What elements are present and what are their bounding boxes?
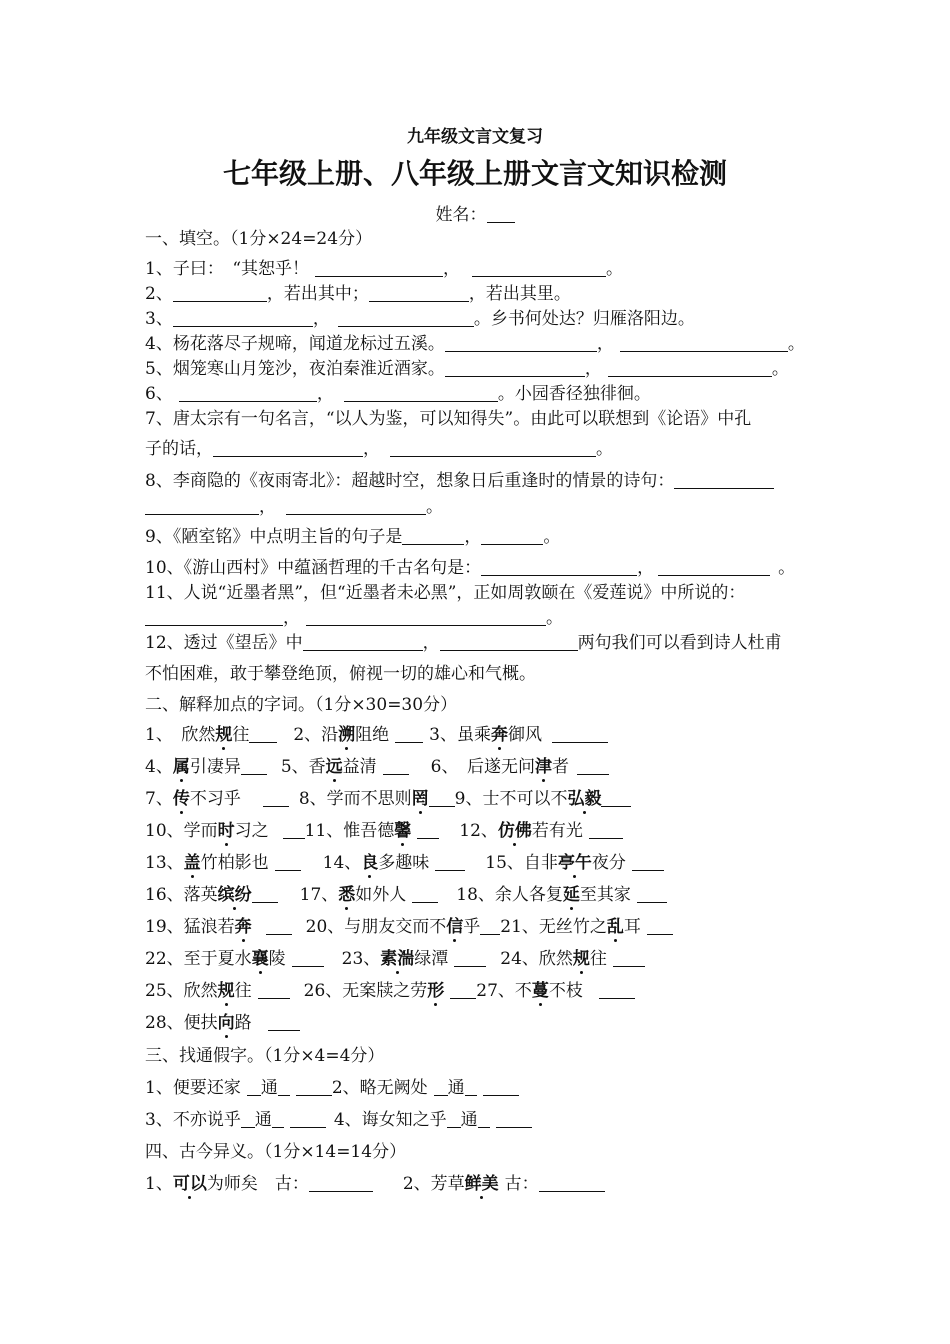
q10-end: 。 <box>778 558 796 578</box>
q12-blank-2[interactable] <box>440 633 578 651</box>
q4-sep: ， <box>596 334 614 354</box>
section-2-row-2 <box>145 756 810 778</box>
q6-text: 6、 <box>145 384 173 404</box>
q9-end: 。 <box>543 527 561 547</box>
item-10-post: 习之 <box>234 821 269 841</box>
item-24-blank[interactable] <box>613 949 645 967</box>
q5-end: 。 <box>771 359 789 379</box>
q7-text: 子的话， <box>145 439 213 459</box>
section-2-row-1 <box>145 724 810 746</box>
question-2 <box>145 283 810 305</box>
question-8-cont <box>145 496 810 518</box>
item-13-pre: 13、 <box>145 853 184 873</box>
q9-blank-1[interactable] <box>402 527 464 545</box>
section-2-heading: 二、解释加点的字词。（1分×30=30分） <box>145 695 458 715</box>
item-14-key: 良 <box>361 853 379 873</box>
q11-blank-1[interactable] <box>145 608 283 626</box>
item-12-post: 若有光 <box>531 821 583 841</box>
item-21-pre: 21、无丝竹之 <box>500 917 607 937</box>
section-3-row-2 <box>145 1109 810 1131</box>
q6-end: 。小园香径独徘徊。 <box>497 384 651 404</box>
item-16-key: 缤纷 <box>217 885 252 905</box>
item-14-blank[interactable] <box>435 853 465 871</box>
item-10-blank[interactable] <box>283 821 305 839</box>
page-title: 七年级上册、八年级上册文言文知识检测 <box>222 157 727 190</box>
q12-blank-1[interactable] <box>303 633 423 651</box>
item-26-blank[interactable] <box>450 981 476 999</box>
item-13-key: 盖 <box>183 853 201 873</box>
item-23-key: 素湍 <box>380 949 415 969</box>
item-21-key: 乱 <box>606 917 624 937</box>
q4-text: 4、杨花落尽子规啼，闻道龙标过五溪。 <box>145 334 445 354</box>
q2-mid: ，若出其中； <box>266 284 369 304</box>
item-12-pre: 12、 <box>459 821 498 841</box>
section-4-row-1 <box>145 1173 810 1195</box>
item-6-key: 津 <box>534 757 552 777</box>
item-23-blank[interactable] <box>454 949 486 967</box>
section-1-heading: 一、填空。（1分×24=24分） <box>145 229 373 249</box>
q4-blank-2[interactable] <box>620 334 788 352</box>
item-3-blank[interactable] <box>552 725 608 743</box>
q5-blank-2[interactable] <box>608 359 772 377</box>
q11-blank-2[interactable] <box>306 608 546 626</box>
q10-blank-1[interactable] <box>481 558 637 576</box>
item-22-blank[interactable] <box>292 949 324 967</box>
name-blank[interactable] <box>487 205 515 223</box>
item-8-key: 罔 <box>411 789 429 809</box>
item-11-blank[interactable] <box>417 821 439 839</box>
s3-q1-blank-c[interactable] <box>296 1078 332 1096</box>
s3-q4-blank-c[interactable] <box>496 1110 532 1128</box>
q12-end: 两句我们可以看到诗人杜甫 <box>577 633 782 653</box>
q5-text: 5、烟笼寒山月笼沙，夜泊秦淮近酒家。 <box>145 359 445 379</box>
s3-q2-blank-a[interactable] <box>434 1078 448 1096</box>
item-25-key: 规 <box>217 981 235 1001</box>
q5-blank-1[interactable] <box>445 359 585 377</box>
q1-text: 1、子曰： “其恕乎！ <box>145 259 310 279</box>
item-6-pre: 6、 后遂无问 <box>430 757 535 777</box>
item-16-blank[interactable] <box>252 885 278 903</box>
q2-text: 2、 <box>145 284 173 304</box>
item-4-pre: 4、 <box>145 757 173 777</box>
super-title: 九年级文言文复习 <box>407 127 543 147</box>
q10-sep: ， <box>637 558 655 578</box>
item-12-key: 仿佛 <box>497 821 532 841</box>
item-11-key: 馨 <box>394 821 412 841</box>
section-2-row-3 <box>145 788 810 810</box>
item-28-post: 路 <box>234 1013 252 1033</box>
q9-text: 9、《陋室铭》中点明主旨的句子是 <box>145 527 403 547</box>
item-5-key: 远 <box>325 757 343 777</box>
item-2-pre: 2、沿 <box>293 725 339 745</box>
s3-q1-blank-b[interactable] <box>278 1078 290 1096</box>
q7-blank-2[interactable] <box>390 439 596 457</box>
item-25-post: 往 <box>234 981 252 1001</box>
item-19-key: 奔 <box>234 917 252 937</box>
section-2-row-6 <box>145 884 810 906</box>
s4-q1-text: 为师矣 古： <box>206 1174 309 1194</box>
s4-q1-num: 1、 <box>145 1174 173 1194</box>
question-1 <box>145 258 810 280</box>
item-24-post: 往 <box>589 949 607 969</box>
item-19-pre: 19、猛浪若 <box>145 917 235 937</box>
item-9-pre: 9、士不可以不 <box>454 789 568 809</box>
item-3-post: 御风 <box>507 725 542 745</box>
s3-q3-blank-c[interactable] <box>290 1110 326 1128</box>
s4-q2-blank[interactable] <box>539 1174 605 1192</box>
item-15-post: 夜分 <box>591 853 626 873</box>
s4-q1-key: 可以 <box>172 1174 207 1194</box>
item-20-post: 乎 <box>463 917 481 937</box>
section-2-row-8 <box>145 948 810 970</box>
question-10 <box>145 557 810 579</box>
item-2-post: 阻绝 <box>355 725 390 745</box>
item-18-blank[interactable] <box>637 885 667 903</box>
item-4-key: 属 <box>172 757 190 777</box>
item-4-post: 引凄异 <box>189 757 241 777</box>
item-15-pre: 15、自非 <box>485 853 558 873</box>
item-6-blank[interactable] <box>577 757 609 775</box>
q6-blank-2[interactable] <box>344 384 498 402</box>
q4-blank-1[interactable] <box>445 334 597 352</box>
item-2-key: 溯 <box>338 725 356 745</box>
question-7: 7、唐太宗有一句名言，“以人为鉴，可以知得失”。由此可以联想到《论语》中孔 <box>145 409 752 429</box>
item-10-pre: 10、学而 <box>145 821 218 841</box>
question-11: 11、人说“近墨者黑”，但“近墨者未必黑”，正如周敦颐在《爱莲说》中所说的： <box>145 583 746 603</box>
q8-blank-1a[interactable] <box>674 471 774 489</box>
item-24-key: 规 <box>572 949 590 969</box>
s3-q2-blank-b[interactable] <box>465 1078 477 1096</box>
item-3-pre: 3、虽乘 <box>429 725 491 745</box>
question-11-cont <box>145 607 810 629</box>
item-8-pre: 8、学而不思则 <box>298 789 412 809</box>
q10-text: 10、《游山西村》中蕴涵哲理的千古名句是： <box>145 558 482 578</box>
q2-blank-1[interactable] <box>173 284 267 302</box>
s3-q4-text: 4、诲女知之乎 <box>333 1110 447 1130</box>
item-5-post: 益清 <box>342 757 377 777</box>
question-12-cont: 不怕困难，敢于攀登绝顶，俯视一切的雄心和气概。 <box>145 664 536 684</box>
question-7-cont <box>145 438 810 460</box>
name-field <box>0 204 950 226</box>
item-1-key: 规 <box>215 725 233 745</box>
item-24-pre: 24、欣然 <box>500 949 573 969</box>
question-5 <box>145 358 810 380</box>
item-15-key: 亭午 <box>557 853 592 873</box>
item-27-pre: 27、不 <box>476 981 532 1001</box>
item-7-blank[interactable] <box>263 789 289 807</box>
q3-blank-2[interactable] <box>338 309 474 327</box>
q6-sep: ， <box>316 384 334 404</box>
q12-text: 12、透过《望岳》中 <box>145 633 303 653</box>
s3-q2-blank-c[interactable] <box>483 1078 519 1096</box>
question-8 <box>145 470 810 492</box>
item-20-pre: 20、与朋友交而不 <box>305 917 447 937</box>
item-14-post: 多趣味 <box>378 853 430 873</box>
name-label: 姓名： <box>435 205 487 225</box>
item-2-blank[interactable] <box>395 725 423 743</box>
q7-sep: ， <box>363 439 380 459</box>
item-22-key: 襄 <box>251 949 269 969</box>
section-2-row-10 <box>145 1012 810 1034</box>
item-19-blank[interactable] <box>266 917 292 935</box>
item-1-post: 往 <box>232 725 250 745</box>
s3-q4-blank-b[interactable] <box>478 1110 490 1128</box>
item-18-pre: 18、余人各复 <box>456 885 563 905</box>
q4-end: 。 <box>787 334 805 354</box>
item-25-pre: 25、欣然 <box>145 981 218 1001</box>
s4-q1-blank[interactable] <box>309 1174 373 1192</box>
item-9-blank[interactable] <box>601 789 631 807</box>
item-27-post: 不枝 <box>548 981 583 1001</box>
section-2-row-5 <box>145 852 810 874</box>
s3-q3-text: 3、不亦说乎 <box>145 1110 241 1130</box>
q11-end: 。 <box>546 608 563 628</box>
item-12-blank[interactable] <box>589 821 623 839</box>
q2-blank-2[interactable] <box>369 284 469 302</box>
item-6-post: 者 <box>551 757 569 777</box>
s3-q2-tong: 通 <box>447 1078 465 1098</box>
section-2-row-4 <box>145 820 810 842</box>
item-1-pre: 1、 欣然 <box>145 725 216 745</box>
item-5-blank[interactable] <box>383 757 409 775</box>
item-22-pre: 22、至于夏水 <box>145 949 252 969</box>
q12-sep: ， <box>422 633 440 653</box>
item-17-blank[interactable] <box>412 885 438 903</box>
item-17-key: 悉 <box>338 885 356 905</box>
item-25-blank[interactable] <box>258 981 290 999</box>
s3-q3-blank-b[interactable] <box>272 1110 284 1128</box>
item-21-blank[interactable] <box>647 917 673 935</box>
s3-q4-tong: 通 <box>460 1110 478 1130</box>
item-28-blank[interactable] <box>268 1013 300 1031</box>
q8-blank-1b[interactable] <box>145 497 259 515</box>
question-4 <box>145 333 810 355</box>
q3-end: 。乡书何处达？归雁洛阳边。 <box>473 309 695 329</box>
item-7-key: 传 <box>172 789 190 809</box>
s4-q2-text: 2、芳草 <box>402 1174 465 1194</box>
item-9-key: 弘毅 <box>567 789 602 809</box>
item-11-pre: 11、惟吾德 <box>304 821 395 841</box>
q1-blank-2[interactable] <box>472 259 606 277</box>
item-26-pre: 26、无案牍之劳 <box>303 981 428 1001</box>
item-22-post: 陵 <box>268 949 286 969</box>
question-6 <box>145 383 810 405</box>
item-28-pre: 28、便扶 <box>145 1013 218 1033</box>
item-16-pre: 16、落英 <box>145 885 218 905</box>
s3-q2-text: 2、略无阙处 <box>331 1078 428 1098</box>
s3-q4-blank-a[interactable] <box>447 1110 461 1128</box>
item-27-key: 蔓 <box>531 981 549 1001</box>
item-1-blank[interactable] <box>249 725 277 743</box>
section-3-heading: 三、找通假字。（1分×4=4分） <box>145 1046 385 1066</box>
s3-q3-tong: 通 <box>254 1110 272 1130</box>
item-20-blank[interactable] <box>480 917 500 935</box>
q3-blank-1[interactable] <box>173 309 313 327</box>
item-13-blank[interactable] <box>275 853 301 871</box>
question-12 <box>145 632 810 654</box>
s4-q2-key: 鲜美 <box>464 1174 499 1194</box>
item-27-blank[interactable] <box>599 981 635 999</box>
item-23-pre: 23、 <box>341 949 381 969</box>
q6-blank-1[interactable] <box>179 384 317 402</box>
q10-blank-2[interactable] <box>658 558 770 576</box>
q8-blank-2[interactable] <box>286 497 426 515</box>
item-10-key: 时 <box>217 821 235 841</box>
s3-q3-blank-a[interactable] <box>241 1110 255 1128</box>
q3-text: 3、 <box>145 309 173 329</box>
q8-text: 8、李商隐的《夜雨寄北》：超越时空，想象日后重逢时的情景的诗句： <box>145 471 675 491</box>
item-4-blank[interactable] <box>241 757 267 775</box>
item-5-pre: 5、香 <box>280 757 326 777</box>
q1-end: 。 <box>606 259 624 279</box>
q2-end: ，若出其里。 <box>468 284 571 304</box>
q5-sep: ， <box>584 359 602 379</box>
item-20-key: 信 <box>446 917 464 937</box>
item-13-post: 竹柏影也 <box>200 853 269 873</box>
item-3-key: 奔 <box>490 725 508 745</box>
q8-end: 。 <box>426 497 443 517</box>
s3-q1-blank-a[interactable] <box>247 1078 261 1096</box>
item-21-post: 耳 <box>623 917 641 937</box>
item-17-pre: 17、 <box>299 885 339 905</box>
item-15-blank[interactable] <box>632 853 664 871</box>
item-8-blank[interactable] <box>429 789 455 807</box>
question-9 <box>145 526 810 548</box>
section-3-row-1 <box>145 1077 810 1099</box>
q7-blank-1[interactable] <box>213 439 363 457</box>
item-23-post: 绿潭 <box>414 949 449 969</box>
q9-sep: ， <box>464 527 482 547</box>
q11-sep: ， <box>283 608 300 628</box>
item-28-key: 向 <box>217 1013 235 1033</box>
q1-sep: ， <box>443 259 461 279</box>
item-18-post: 至其家 <box>579 885 631 905</box>
q1-blank-1[interactable] <box>315 259 443 277</box>
section-2-row-9 <box>145 980 810 1002</box>
question-3 <box>145 308 810 330</box>
s4-q2-gu: 古： <box>504 1174 539 1194</box>
item-14-pre: 14、 <box>322 853 362 873</box>
q3-sep: ， <box>312 309 330 329</box>
item-26-key: 形 <box>427 981 445 1001</box>
item-18-key: 延 <box>562 885 580 905</box>
q8-sep: ， <box>259 497 276 517</box>
q7-end: 。 <box>596 439 613 459</box>
section-4-heading: 四、古今异义。（1分×14=14分） <box>145 1142 407 1162</box>
item-7-post: 不习乎 <box>189 789 241 809</box>
item-7-pre: 7、 <box>145 789 173 809</box>
s3-q1-text: 1、便要还家 <box>145 1078 241 1098</box>
item-17-post: 如外人 <box>355 885 407 905</box>
s3-q1-tong: 通 <box>260 1078 278 1098</box>
q9-blank-2[interactable] <box>481 527 543 545</box>
section-2-row-7 <box>145 916 810 938</box>
